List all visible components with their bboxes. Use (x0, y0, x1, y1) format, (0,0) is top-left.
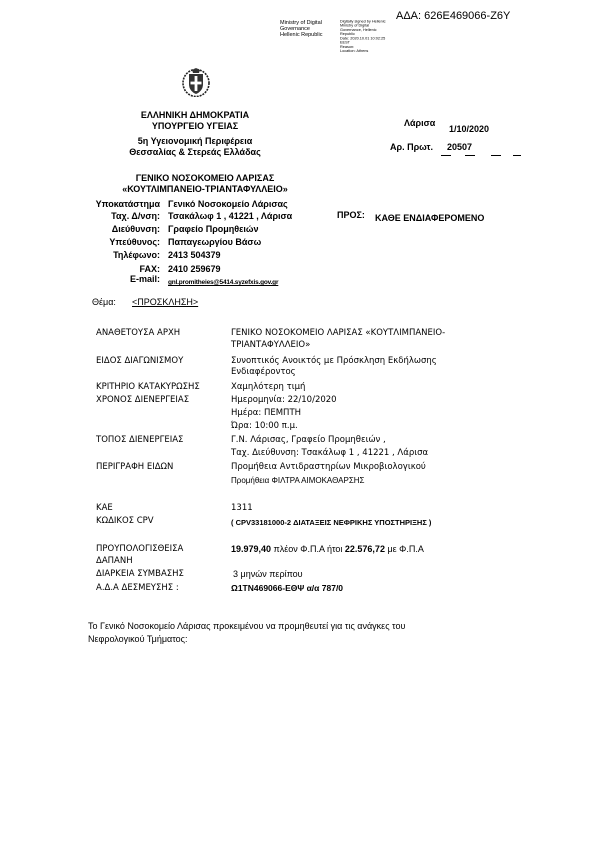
hospital-name: ΓΕΝΙΚΟ ΝΟΣΟΚΟΜΕΙΟ ΛΑΡΙΣΑΣ (135, 173, 275, 183)
signature-left-line: Governance (280, 26, 310, 32)
hospital-contact-label: Υπεύθυνος: (109, 237, 160, 247)
award-criterion-label: ΚΡΙΤΗΡΙΟ ΚΑΤΑΚΥΡΩΣΗΣ (96, 382, 200, 392)
commitment-ada-label: Α.Δ.Α ΔΕΣΜΕΥΣΗΣ : (96, 583, 179, 593)
protocol-label: Αρ. Πρωτ. (390, 142, 434, 152)
hospital-phone-value: 2413 504379 (168, 250, 221, 260)
tender-type-value-2: Ενδιαφέροντος (231, 367, 296, 377)
signature-left-line: Ministry of Digital (280, 20, 322, 26)
protocol-underline (441, 155, 525, 157)
hospital-email-label: E-mail: (129, 274, 160, 284)
protocol-number: 20507 (447, 142, 473, 152)
budget-amount-gross: 22.576,72 (344, 544, 385, 554)
signature-right-line: Reason: (340, 44, 355, 49)
hospital-address-value: Τσακάλωφ 1 , 41221 , Λάρισα (168, 211, 293, 221)
body-text-line: Το Γενικό Νοσοκομείο Λάρισας προκειμένου να προμηθευτεί για τις ανάγκες του (88, 621, 406, 631)
sender-region: 5η Υγειονομική Περιφέρεια (137, 136, 253, 146)
items-description-label: ΠΕΡΙΓΡΑΦΗ ΕΙΔΩΝ (96, 462, 174, 472)
tender-place-value-2: Ταχ. Διεύθυνση: Τσακάλωφ 1 , 41221 , Λάρισα (231, 448, 429, 458)
hospital-email-link[interactable]: gnl.promitheies@5414.syzefxis.gov.gr (168, 279, 279, 286)
award-criterion-value: Χαμηλότερη τιμή (231, 382, 306, 392)
sender-ministry: ΥΠΟΥΡΓΕΙΟ ΥΓΕΙΑΣ (151, 121, 239, 131)
tender-date: Ημερομηνία: 22/10/2020 (231, 395, 337, 405)
cpv-value: ( CPV33181000-2 ΔΙΑΤΑΞΕΙΣ ΝΕΦΡΙΚΗΣ ΥΠΟΣΤΗΡΙΞΗΣ ) (231, 518, 432, 527)
signature-right-line: Governance, Hellenic (340, 27, 377, 32)
contracting-authority-value-2: ΤΡΙΑΝΤΑΦΥΛΛΕΙΟ» (231, 340, 311, 350)
tender-hour: Ώρα: 10:00 π.μ. (231, 421, 298, 431)
hellenic-republic-emblem-icon (182, 67, 210, 97)
signature-details (340, 19, 386, 53)
signature-right-line: EEST (340, 40, 351, 45)
hospital-branch-value: Γενικό Νοσοκομείο Λάρισας (168, 199, 288, 209)
tender-place-label: ΤΟΠΟΣ ΔΙΕΝΕΡΓΕΙΑΣ (96, 435, 184, 445)
budget-value (231, 544, 424, 554)
subject-label: Θέμα: (92, 297, 116, 307)
hospital-department-label: Διεύθυνση: (111, 224, 160, 234)
ada-header: ΑΔΑ: 626Ε469066-Ζ6Υ (396, 10, 511, 22)
subject-value: <ΠΡΟΣΚΛΗΣΗ> (132, 297, 199, 307)
body-text-line-2: Νεφρολογικού Τμήματος: (88, 634, 188, 644)
hospital-fax-value: 2410 259679 (168, 264, 221, 274)
items-description-value: Προμήθεια Αντιδραστηρίων Μικροβιολογικού (231, 462, 426, 472)
sender-region-2: Θεσσαλίας & Στερεάς Ελλάδας (129, 147, 261, 157)
kae-value: 1311 (231, 503, 253, 513)
signature-right-line: Date: 2020.10.01 10:02:25 (340, 36, 386, 41)
hospital-phone-label: Τηλέφωνο: (113, 250, 160, 260)
budget-amount-text: πλέον Φ.Π.Α ήτοι (271, 544, 345, 554)
hospital-address-label: Ταχ. Δ/νση: (111, 211, 160, 221)
signature-right-line: Location: Athens (340, 48, 369, 53)
budget-amount-suffix: με Φ.Π.Α (384, 544, 424, 554)
date-value: 1/10/2020 (449, 124, 490, 134)
budget-label: ΠΡΟΥΠΟΛΟΓΙΣΘΕΙΣΑ (96, 544, 184, 554)
sender-republic: ΕΛΛΗΝΙΚΗ ΔΗΜΟΚΡΑΤΙΑ (140, 110, 250, 120)
tender-place-value: Γ.Ν. Λάρισας, Γραφείο Προμηθειών , (231, 435, 386, 445)
commitment-ada-value: Ω1ΤΝ469066-ΕΘΨ α/α 787/0 (231, 583, 344, 593)
signature-right-line: Republic (340, 31, 355, 36)
signature-left-line: Hellenic Republic (280, 32, 323, 38)
signature-issuer (280, 20, 323, 38)
contracting-authority-value: ΓΕΝΙΚΟ ΝΟΣΟΚΟΜΕΙΟ ΛΑΡΙΣΑΣ «ΚΟΥΤΛΙΜΠΑΝΕΙΟ- (231, 328, 446, 338)
recipient-value: ΚΑΘΕ ΕΝΔΙΑΦΕΡΟΜΕΝΟ (375, 213, 485, 223)
signature-right-line: Ministry of Digital (340, 23, 370, 28)
tender-type-value: Συνοπτικός Ανοικτός με Πρόσκληση Εκδήλωσης (231, 356, 437, 366)
budget-amount-net: 19.979,40 (231, 544, 272, 554)
tender-type-label: ΕΙΔΟΣ ΔΙΑΓΩΝΙΣΜΟΥ (96, 356, 184, 366)
contract-duration-value: 3 μηνών περίπου (233, 569, 303, 579)
recipient-label: ΠΡΟΣ: (337, 210, 365, 220)
hospital-branch-label: Υποκατάστημα (95, 199, 160, 209)
hospital-name-2: «ΚΟΥΤΛΙΜΠΑΝΕΙΟ-ΤΡΙΑΝΤΑΦΥΛΛΕΙΟ» (122, 184, 288, 194)
contract-duration-label: ΔΙΑΡΚΕΙΑ ΣΥΜΒΑΣΗΣ (96, 569, 184, 579)
kae-label: ΚΑΕ (96, 503, 113, 513)
items-description-value-2: Προμήθεια ΦΙΛΤΡΑ ΑΙΜΟΚΑΘΑΡΣΗΣ (231, 476, 365, 485)
hospital-department-value: Γραφείο Προμηθειών (168, 224, 259, 234)
tender-day: Ημέρα: ΠΕΜΠΤΗ (231, 408, 302, 418)
tender-time-label: ΧΡΟΝΟΣ ΔΙΕΝΕΡΓΕΙΑΣ (96, 395, 190, 405)
hospital-fax-label: FAX: (139, 264, 160, 274)
contracting-authority-label: ΑΝΑΘΕΤΟΥΣΑ ΑΡΧΗ (96, 328, 181, 338)
place-label: Λάρισα (404, 118, 436, 128)
signature-right-line: Digitally signed by Hellenic (340, 19, 386, 24)
hospital-contact-value: Παπαγεωργίου Βάσω (168, 237, 262, 247)
budget-label-2: ΔΑΠΑΝΗ (96, 556, 133, 566)
cpv-label: ΚΩΔΙΚΟΣ CPV (96, 516, 154, 526)
